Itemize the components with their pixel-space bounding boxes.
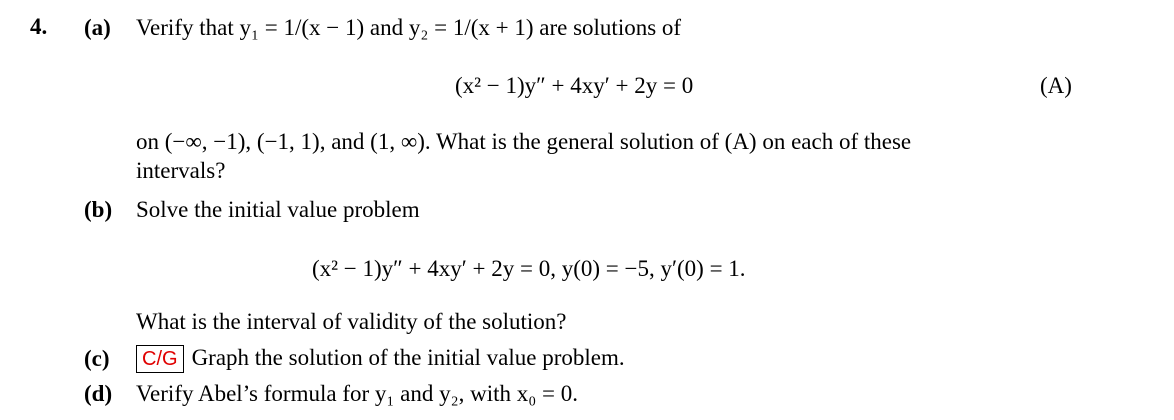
part-b-line2: What is the interval of validity of the solution? bbox=[136, 309, 567, 334]
part-b-label: (b) bbox=[84, 197, 113, 222]
part-a-line1: Verify that y₁ = 1/(x − 1) and y₂ = 1/(x + 1) are solutions of bbox=[136, 15, 682, 40]
part-a-line3: intervals? bbox=[136, 158, 226, 183]
part-c-label: (c) bbox=[84, 346, 110, 371]
part-a-equation: (x² − 1)y″ + 4xy′ + 2y = 0 bbox=[455, 73, 694, 98]
cg-badge: C/G bbox=[136, 345, 184, 373]
part-b-line1: Solve the initial value problem bbox=[136, 197, 420, 222]
part-a-label: (a) bbox=[84, 15, 111, 40]
part-a-line2: on (−∞, −1), (−1, 1), and (1, ∞). What is the general solution of (A) on each of these bbox=[136, 129, 912, 154]
part-d-text: Verify Abel’s formula for y₁ and y₂, with x₀ = 0. bbox=[136, 381, 579, 406]
problem-number: 4. bbox=[30, 14, 48, 39]
part-b-equation: (x² − 1)y″ + 4xy′ + 2y = 0, y(0) = −5, y′(0) = 1. bbox=[312, 256, 746, 281]
part-c-line bbox=[136, 344, 625, 373]
part-c-text: Graph the solution of the initial value problem. bbox=[191, 345, 625, 370]
part-a-equation-tag: (A) bbox=[1040, 73, 1072, 98]
part-d-label: (d) bbox=[84, 381, 113, 406]
